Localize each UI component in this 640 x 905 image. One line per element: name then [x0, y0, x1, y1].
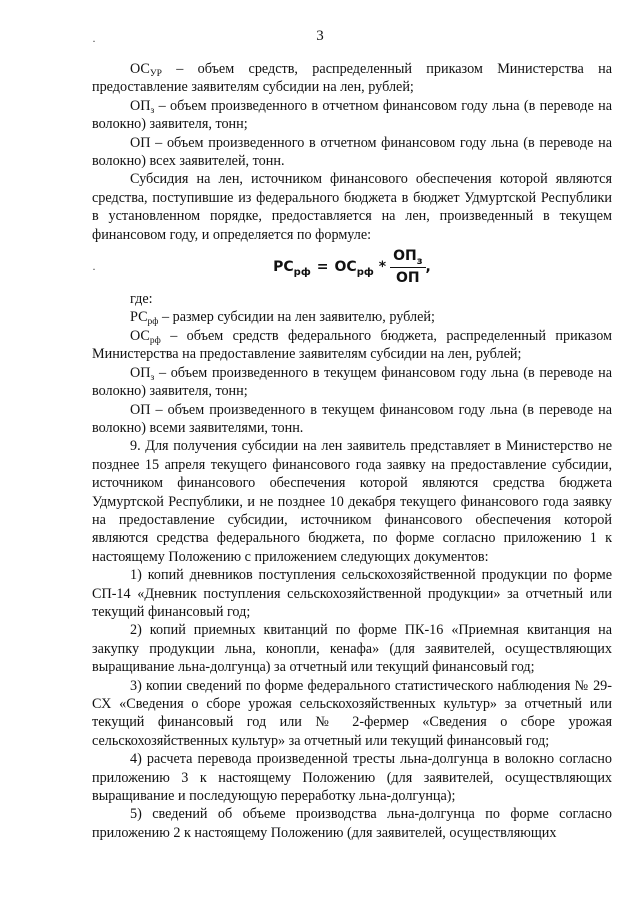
where-label: где: — [130, 291, 153, 308]
definition-op-z-current: $ОП_з$ – объем произведенного в текущем финансовом году льна (в переводе на волокно) заявителя, тонн; — [92, 364, 612, 400]
list-item-5: 5) сведений об объеме производства льна-долгунца по форме согласно приложению 2 к настоящему Положению (для заявителей, осуществляющих — [92, 806, 612, 841]
formula-equals: = — [316, 258, 329, 275]
page-number: 3 — [316, 28, 324, 44]
list-item-4: 4) расчета перевода произведенной тресты льна-долгунца в волокно согласно приложению 3 к настоящему Положению (для заявителей, осуществляющих выращивание и последующую переработку льна-долгунца); — [92, 751, 612, 805]
list-item-2: 2) копий приемных квитанций по форме ПК-16 «Приемная квитанция на закупку продукции льна, конопли, кенафа» (для заявителей, осуществляющих выращивание льна-долгунца) за отчетный или текущий финансовый год; — [92, 622, 612, 676]
document-body — [92, 60, 612, 842]
formula-numerator: $ОП_з$ — [390, 247, 425, 267]
formula-denominator: ОП — [396, 269, 420, 286]
formula-os: $ОС_{рф}$ — [334, 258, 374, 278]
definition-rs-rf: $РС_{рф}$ – размер субсидии на лен заявителю, рублей; — [130, 309, 435, 328]
definition-op: ОП – объем произведенного в отчетном финансовом году льна (в переводе на волокно) всех заявителей, тонн. — [92, 134, 612, 170]
formula-times: * — [378, 258, 387, 275]
formula-lhs: $РС_{рф}$ — [273, 258, 311, 278]
definition-op-z: $ОП_з$ – объем произведенного в отчетном финансовом году льна (в переводе на волокно) заявителя, тонн; — [92, 97, 612, 133]
clause-9: 9. Для получения субсидии на лен заявитель представляет в Министерство не позднее 15 апреля текущего финансового года заявку на предоставление субсидии, источником финансового обеспечения которой являются средства бюджета Удмуртской Республики, и не позднее 10 декабря текущего финансового года заявку на предоставление субсидии, источником финансового обеспечения которой являются средства федерального бюджета, по форме согласно приложению 1 к настоящему Положению с приложением следующих документов: — [92, 438, 612, 565]
subsidy-formula — [92, 244, 612, 290]
formula-fraction — [390, 247, 425, 287]
list-item-3: 3) копии сведений по форме федерального статистического наблюдения № 29-СХ «Сведения о сборе урожая сельскохозяйственных культур» за отчетный или текущий финансовый год или № 2-фермер «Сведения о сборе урожая сельскохозяйственных культур» за отчетный или текущий финансовый год; — [92, 677, 612, 749]
list-item-1: 1) копий дневников поступления сельскохозяйственной продукции по форме СП-14 «Дневник поступления сельскохозяйственной продукции» за отчетный или текущий финансовый год; — [92, 567, 612, 620]
scan-mark: · — [92, 262, 96, 276]
definition-os-ur: $ОС_{УР}$ – объем средств, распределенный приказом Министерства на предоставление заявителям субсидии на лен, рублей; — [92, 61, 612, 96]
subsidy-paragraph: Субсидия на лен, источником финансового обеспечения которой являются средства, поступившие из федерального бюджета в бюджет Удмуртской Республики в установленном порядке, предоставляется на лен, произведенный в текущем финансовом году, и определяется по формуле: — [92, 171, 612, 243]
definition-os-rf: $ОС_{рф}$ – объем средств федерального бюджета, распределенный приказом Министерства на предоставление заявителям субсидии на лен, рублей; — [92, 327, 612, 363]
formula-tail: , — [425, 258, 431, 275]
definition-op-current: ОП – объем произведенного в текущем финансовом году льна (в переводе на волокно) всеми заявителями, тонн. — [92, 401, 612, 436]
scan-mark: · — [92, 34, 96, 48]
